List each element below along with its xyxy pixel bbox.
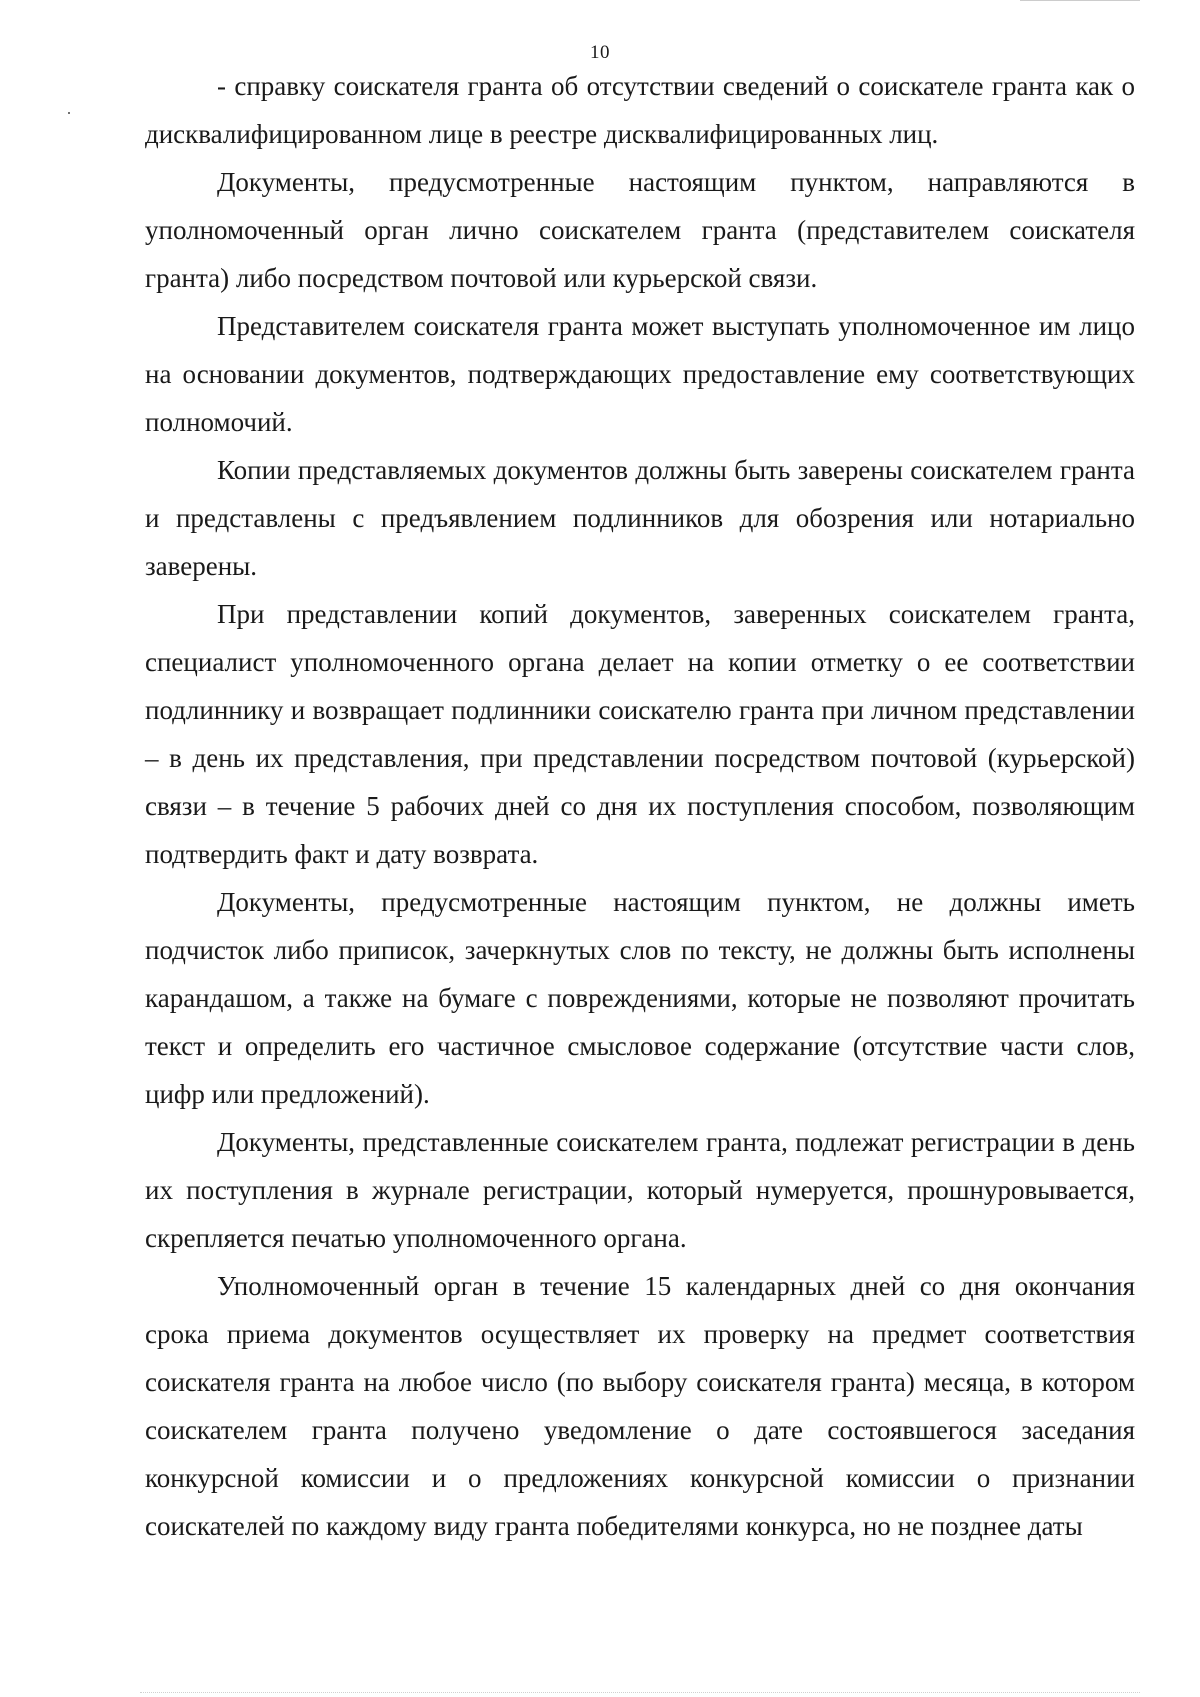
paragraph-verification-term: Уполномоченный орган в течение 15 календарных дней со дня окончания срока приема документов осуществляет их проверку на предмет соответствия соискателя гранта на любое число (по выбору соискателя гранта) месяца, в котором соискателем гранта получено уведомление о дате состоявшегося заседания конкурсной комиссии и о предложениях конкурсной комиссии о признании соискателей по каждому виду гранта победителями конкурса, но не позднее даты: [145, 1271, 1135, 1541]
paragraph-representative: Представителем соискателя гранта может выступать уполномоченное им лицо на основании документов, подтверждающих предоставление ему соответствующих полномочий.: [145, 311, 1135, 437]
scan-edge-mark: [1020, 0, 1140, 1]
paragraph-copies: Копии представляемых документов должны быть заверены соискателем гранта и представлены с предъявлением подлинников для обозрения или нотариально заверены.: [145, 455, 1135, 581]
paragraph-registration: Документы, представленные соискателем гранта, подлежат регистрации в день их поступления в журнале регистрации, который нумеруется, прошнуровывается, скрепляется печатью уполномоченного органа.: [145, 1127, 1135, 1253]
scan-speck: [68, 112, 70, 114]
scan-edge-mark-bottom: [140, 1691, 1140, 1693]
paragraph-submission: Документы, предусмотренные настоящим пунктом, направляются в уполномоченный орган лично соискателем гранта (представителем соискателя гранта) либо посредством почтовой или курьерской связи.: [145, 167, 1135, 293]
paragraph-certificate: - справку соискателя гранта об отсутствии сведений о соискателе гранта как о дисквалифицированном лице в реестре дисквалифицированных лиц.: [145, 71, 1135, 149]
document-body: [145, 62, 1135, 1550]
page-number: 10: [590, 42, 610, 63]
paragraph-document-requirements: Документы, предусмотренные настоящим пунктом, не должны иметь подчисток либо приписок, зачеркнутых слов по тексту, не должны быть исполнены карандашом, а также на бумаге с повреждениями, которые не позволяют прочитать текст и определить его частичное смысловое содержание (отсутствие части слов, цифр или предложений).: [145, 887, 1135, 1109]
paragraph-copy-verification: При представлении копий документов, заверенных соискателем гранта, специалист уполномоченного органа делает на копии отметку о ее соответствии подлиннику и возвращает подлинники соискателю гранта при личном представлении – в день их представления, при представлении посредством почтовой (курьерской) связи – в течение 5 рабочих дней со дня их поступления способом, позволяющим подтвердить факт и дату возврата.: [145, 599, 1135, 869]
